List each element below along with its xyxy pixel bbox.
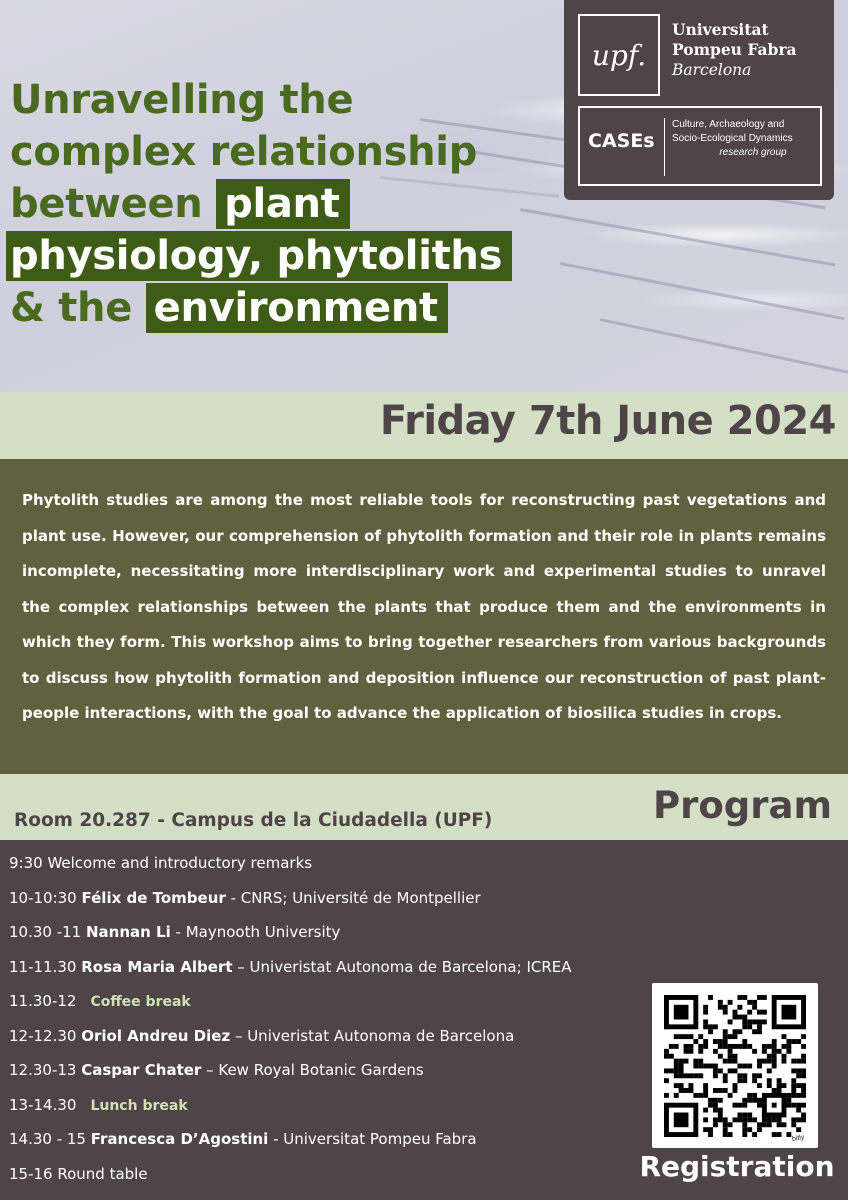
upf-logo-name — [672, 20, 797, 80]
cases-acronym: CASEs — [588, 130, 655, 152]
program-schedule — [9, 846, 659, 1191]
upf-logo-mark: upf. — [578, 14, 660, 96]
title-highlight-environment: environment — [146, 283, 448, 333]
upf-name-line-2: Pompeu Fabra — [672, 40, 797, 59]
schedule-row — [9, 915, 659, 950]
schedule-time: 11.30-12 — [9, 992, 77, 1010]
schedule-time: 9:30 Welcome and introductory remarks — [9, 854, 313, 872]
schedule-row — [9, 1157, 659, 1192]
title-line-3-plain: between — [10, 181, 217, 227]
schedule-row — [9, 950, 659, 985]
schedule-break: Coffee break — [90, 994, 191, 1010]
schedule-break: Lunch break — [90, 1097, 188, 1114]
title-line-4 — [10, 230, 610, 282]
title-line-2: complex relationship — [10, 129, 478, 175]
date-band — [0, 392, 848, 459]
abstract-text: Phytolith studies are among the most reliable tools for reconstructing past vegetations and plant use. However, our comprehension of phytolith formation and their role in plants remains incomplete, necessitating more interdisciplinary work and experimental studies to unravel the complex relationships between the plants that produce them and the environments in which they form. This workshop aims to bring together researchers from various backgrounds to discuss how phytolith formation and deposition influence our reconstruction of past plant-people interactions, with the goal to advance the application of biosilica studies in crops. — [22, 491, 826, 722]
schedule-affiliation: - Maynooth University — [170, 923, 341, 941]
program-header — [0, 774, 848, 840]
schedule-time: 12.30-13 — [9, 1061, 82, 1079]
schedule-time: 14.30 - 15 — [9, 1130, 91, 1148]
title-line-5 — [10, 282, 610, 334]
cases-divider — [664, 118, 665, 176]
schedule-affiliation: – Univeristat Autonoma de Barcelona; ICREA — [232, 957, 572, 976]
schedule-speaker: Caspar Chater — [81, 1061, 202, 1079]
schedule-row — [9, 1088, 659, 1123]
title-highlight-plant: plant — [216, 179, 349, 229]
schedule-row — [9, 1122, 659, 1157]
event-date: Friday 7th June 2024 — [379, 398, 836, 444]
schedule-row — [9, 984, 659, 1019]
schedule-affiliation: – Univeristat Autonoma de Barcelona — [230, 1026, 515, 1045]
abstract-section — [0, 459, 848, 774]
schedule-row — [9, 846, 659, 881]
title-highlight-physiology: physiology, phytoliths — [6, 231, 512, 281]
workshop-title — [10, 74, 610, 334]
schedule-affiliation: - Universitat Pompeu Fabra — [268, 1130, 477, 1148]
schedule-affiliation: – Kew Royal Botanic Gardens — [201, 1061, 424, 1079]
title-line-5-plain: & the — [10, 285, 146, 331]
cases-logo — [578, 106, 822, 186]
cases-description — [672, 118, 793, 160]
schedule-time: 10-10:30 — [9, 888, 82, 907]
schedule-time: 13-14.30 — [9, 1095, 77, 1114]
upf-name-line-1: Universitat — [672, 20, 769, 39]
cases-desc-line-1: Culture, Archaeology and — [672, 119, 785, 130]
schedule-row — [9, 881, 659, 916]
schedule-time: 15-16 Round table — [9, 1164, 148, 1183]
title-line-1: Unravelling the — [10, 77, 354, 123]
program-title: Program — [652, 784, 832, 827]
schedule-row — [9, 1019, 659, 1054]
registration-label: Registration — [639, 1150, 835, 1183]
hero-banner — [0, 0, 848, 392]
schedule-time: 11-11.30 — [9, 957, 82, 976]
registration-qr-code[interactable] — [652, 983, 818, 1148]
schedule-affiliation: - CNRS; Université de Montpellier — [225, 888, 481, 907]
qr-code-icon — [664, 995, 806, 1137]
cases-desc-line-3: research group — [719, 147, 787, 158]
schedule-speaker: Oriol Andreu Diez — [81, 1026, 231, 1045]
schedule-speaker: Nannan Li — [85, 923, 171, 941]
schedule-speaker: Rosa Maria Albert — [81, 957, 233, 976]
cases-desc-line-2: Socio-Ecological Dynamics — [672, 133, 793, 144]
schedule-speaker: Félix de Tombeur — [81, 888, 226, 907]
schedule-time: 12-12.30 — [9, 1026, 82, 1045]
schedule-row — [9, 1053, 659, 1088]
upf-name-city: Barcelona — [672, 61, 752, 79]
upf-logo — [578, 14, 818, 96]
title-line-3 — [10, 178, 610, 230]
qr-brand-label: bitly — [791, 1133, 805, 1144]
logo-panel — [564, 0, 834, 200]
schedule-speaker: Francesca D’Agostini — [90, 1130, 269, 1148]
schedule-time: 10.30 -11 — [9, 923, 86, 941]
event-location: Room 20.287 - Campus de la Ciudadella (UPF) — [14, 810, 493, 831]
